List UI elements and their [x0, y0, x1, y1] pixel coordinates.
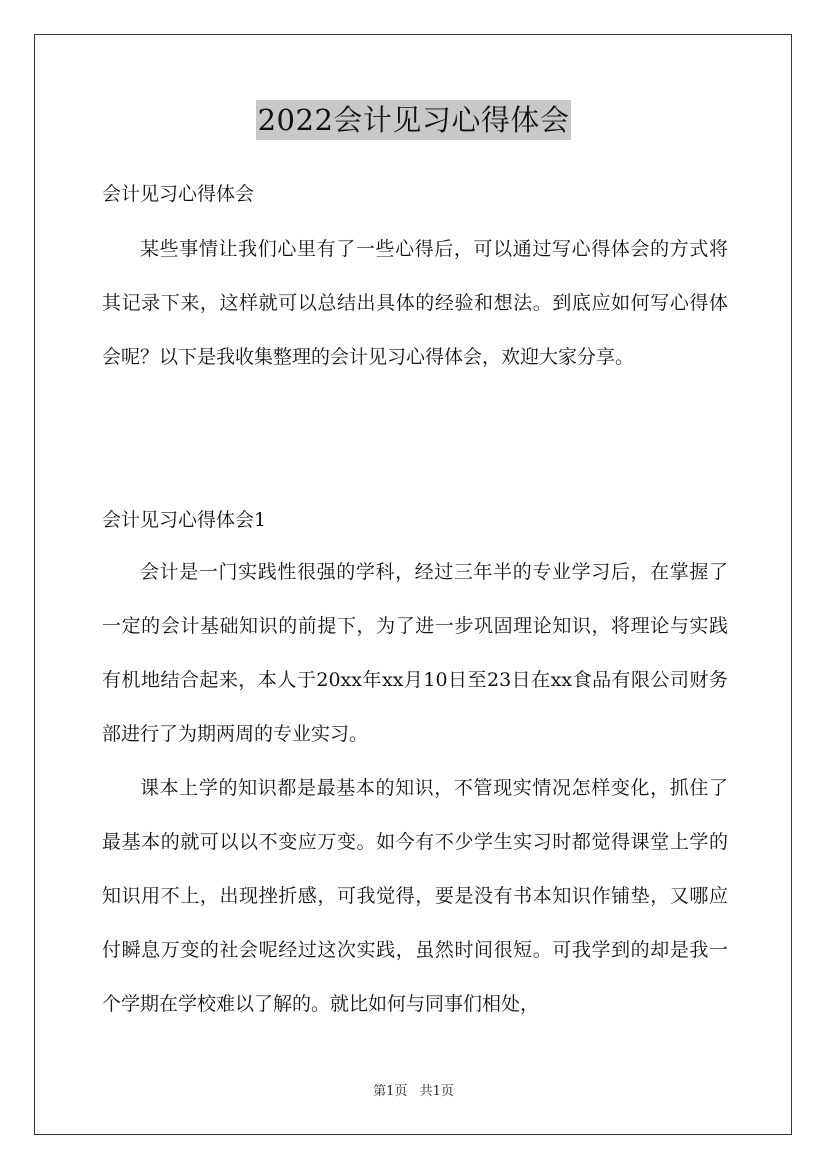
page-number: 第1页	[373, 1084, 408, 1099]
body-paragraph-1: 会计是一门实践性很强的学科，经过三年半的专业学习后，在掌握了一定的会计基础知识的前提下，为了进一步巩固理论知识，将理论与实践有机地结合起来，本人于20xx年xx月10日至23日在xx食品有限公司财务部进行了为期两周的专业实习。	[102, 561, 728, 745]
document-title: 2022会计见习心得体会	[256, 100, 572, 140]
body-paragraph-2: 课本上学的知识都是最基本的知识，不管现实情况怎样变化，抓住了最基本的就可以以不变应万变。如今有不少学生实习时都觉得课堂上学的知识用不上，出现挫折感，可我觉得，要是没有书本知识作铺垫，又哪应付瞬息万变的社会呢经过这次实践，虽然时间很短。可我学到的却是我一个学期在学校难以了解的。就比如何与同事们相处，	[102, 777, 728, 1015]
title-wrap	[0, 100, 827, 140]
page-total: 共1页	[419, 1084, 454, 1099]
page-footer	[0, 1082, 827, 1102]
intro-paragraph: 某些事情让我们心里有了一些心得后，可以通过写心得体会的方式将其记录下来，这样就可以总结出具体的经验和想法。到底应如何写心得体会呢？以下是我收集整理的会计见习心得体会，欢迎大家分享。	[102, 238, 728, 368]
section-heading: 会计见习心得体会1	[102, 509, 267, 531]
document-subtitle: 会计见习心得体会	[102, 183, 255, 205]
